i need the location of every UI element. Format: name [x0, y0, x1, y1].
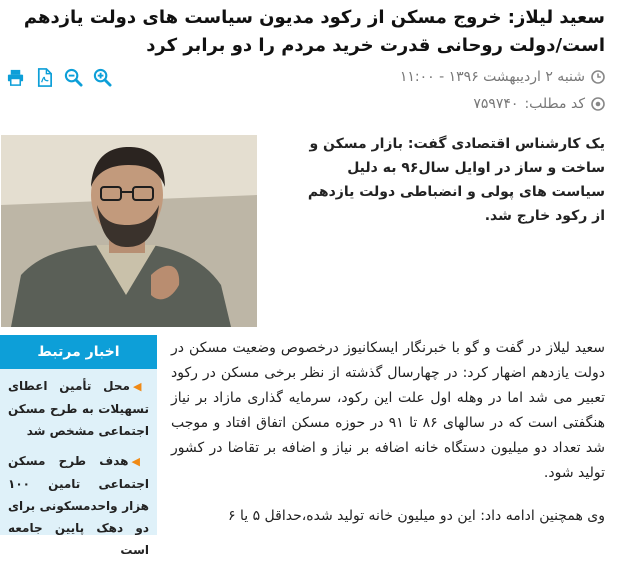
zoom-in-icon[interactable]	[93, 68, 112, 87]
related-news-title: اخبار مرتبط	[0, 335, 157, 369]
article-toolbar	[6, 68, 112, 87]
clock-icon	[591, 70, 605, 84]
related-news-list	[0, 369, 157, 561]
portrait-illustration	[1, 135, 257, 327]
pdf-icon[interactable]	[35, 68, 54, 87]
article-date	[400, 69, 605, 85]
article-paragraph: وی همچنین ادامه داد: این دو میلیون خانه تولید شده،حداقل ۵ یا ۶	[227, 508, 605, 524]
related-news-link[interactable]: محل تأمین اعطای تسهیلات به طرح مسکن اجتماعی مشخص شد	[8, 379, 149, 438]
article-date-text: شنبه ۲ اردیبهشت ۱۳۹۶ - ۱۱:۰۰	[399, 69, 585, 85]
article-headline: سعید لیلاز: خروج مسکن از رکود مدیون سیاست های دولت یازدهم است/دولت روحانی قدرت خرید مردم را دو برابر کرد	[23, 7, 605, 56]
related-news-item[interactable]	[8, 450, 149, 561]
print-icon[interactable]	[6, 68, 25, 87]
article-code-value: ۷۵۹۷۴۰	[473, 96, 519, 112]
article-paragraph: سعید لیلاز در گفت و گو با خبرنگار ایسکانیوز درخصوص وضعیت مسکن در دولت یازدهم اضهار کرد: در چهارسال گذشته از نظر برخی مسکن در رکود تعبیر می شد اما در وهله اول علت این رکود، سرمایه گذاری مازاد بر نیاز هنگفتی است که در سالهای ۸۶ تا ۹۱ در حوزه مسکن اتفاق افتاد و موجب شد تعداد دو میلیون دستگاه خانه اضافه بر نیاز و اضافه بر تقاضا در کشور تولید شود.	[171, 340, 605, 481]
article-lead: یک کارشناس اقتصادی گفت: بازار مسکن و ساخت و ساز در اوایل سال۹۶ به دلیل سیاست های پولی و انضباطی دولت یازدهم از رکود خارج شد.	[307, 136, 605, 224]
related-news-link[interactable]: هدف طرح مسکن اجتماعی تامین ۱۰۰ هزار واحدمسکونی برای دو دهک پایین جامعه است	[8, 454, 149, 557]
article-photo	[1, 135, 257, 327]
target-icon	[591, 97, 605, 111]
bullet-icon: ◀	[131, 455, 149, 468]
zoom-out-icon[interactable]	[64, 68, 83, 87]
related-news-item[interactable]	[8, 375, 149, 442]
bullet-icon: ◀	[132, 380, 149, 393]
article-body	[171, 336, 605, 547]
related-news-panel	[0, 335, 157, 557]
article-code-label: کد مطلب:	[524, 96, 585, 112]
article-code	[473, 96, 605, 112]
